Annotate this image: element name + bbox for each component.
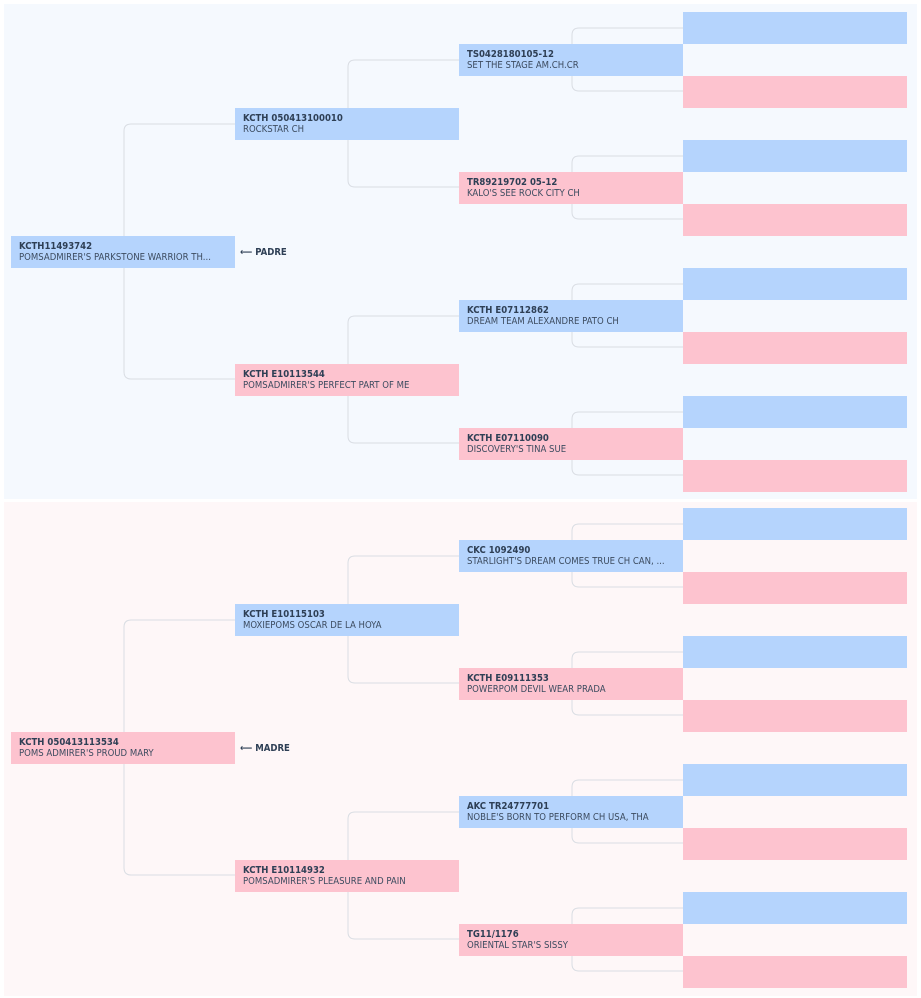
- empty-slot-female[interactable]: [683, 956, 907, 988]
- dog-name: ORIENTAL STAR'S SISSY: [467, 940, 568, 951]
- empty-slot-female[interactable]: [683, 572, 907, 604]
- registration-number: KCTH E09111353: [467, 673, 549, 684]
- dog-name: ROCKSTAR CH: [243, 124, 305, 135]
- empty-slot-male[interactable]: [683, 892, 907, 924]
- pedigree-card-sire-sire[interactable]: [235, 108, 459, 140]
- empty-slot-male[interactable]: [683, 396, 907, 428]
- registration-number: KCTH E10115103: [243, 609, 325, 620]
- pedigree-card-ddd[interactable]: [459, 924, 683, 956]
- empty-slot-male[interactable]: [683, 268, 907, 300]
- pedigree-card-sire-dam[interactable]: [235, 364, 459, 396]
- dog-name: POWERPOM DEVIL WEAR PRADA: [467, 684, 606, 695]
- dog-name: KALO'S SEE ROCK CITY CH: [467, 188, 580, 199]
- pedigree-card-sss[interactable]: [459, 44, 683, 76]
- empty-slot-female[interactable]: [683, 828, 907, 860]
- empty-slot-female[interactable]: [683, 460, 907, 492]
- dog-name: POMS ADMIRER'S PROUD MARY: [19, 748, 154, 759]
- pedigree-card-sds[interactable]: [459, 300, 683, 332]
- dog-name: SET THE STAGE AM.CH.CR: [467, 60, 579, 71]
- pedigree-card-dss[interactable]: [459, 540, 683, 572]
- registration-number: TS0428180105-12: [467, 49, 554, 60]
- pedigree-card-dds[interactable]: [459, 796, 683, 828]
- registration-number: CKC 1092490: [467, 545, 531, 556]
- registration-number: KCTH E10113544: [243, 369, 325, 380]
- registration-number: TG11/1176: [467, 929, 519, 940]
- pedigree-card-dam-dam[interactable]: [235, 860, 459, 892]
- registration-number: KCTH 050413113534: [19, 737, 119, 748]
- empty-slot-female[interactable]: [683, 332, 907, 364]
- dog-name: POMSADMIRER'S PARKSTONE WARRIOR TH...: [19, 252, 211, 263]
- pedigree-card-dam[interactable]: [11, 732, 235, 764]
- registration-number: KCTH11493742: [19, 241, 93, 252]
- empty-slot-male[interactable]: [683, 764, 907, 796]
- empty-slot-female[interactable]: [683, 204, 907, 236]
- registration-number: KCTH 050413100010: [243, 113, 343, 124]
- dog-name: MOXIEPOMS OSCAR DE LA HOYA: [243, 620, 382, 631]
- dog-name: STARLIGHT'S DREAM COMES TRUE CH CAN, ...: [467, 556, 665, 567]
- dog-name: DISCOVERY'S TINA SUE: [467, 444, 567, 455]
- empty-slot-male[interactable]: [683, 140, 907, 172]
- dog-name: DREAM TEAM ALEXANDRE PATO CH: [467, 316, 619, 327]
- dog-name: POMSADMIRER'S PERFECT PART OF ME: [243, 380, 410, 391]
- dog-name: NOBLE'S BORN TO PERFORM CH USA, THA: [467, 812, 649, 823]
- empty-slot-male[interactable]: [683, 12, 907, 44]
- pedigree-card-sire[interactable]: [11, 236, 235, 268]
- empty-slot-female[interactable]: [683, 76, 907, 108]
- dam-tag: ⟵ MADRE: [240, 743, 290, 754]
- dog-name: POMSADMIRER'S PLEASURE AND PAIN: [243, 876, 406, 887]
- pedigree-card-ssd[interactable]: [459, 172, 683, 204]
- registration-number: AKC TR24777701: [467, 801, 550, 812]
- registration-number: KCTH E07110090: [467, 433, 549, 444]
- empty-slot-female[interactable]: [683, 700, 907, 732]
- pedigree-card-sdd[interactable]: [459, 428, 683, 460]
- registration-number: KCTH E10114932: [243, 865, 325, 876]
- pedigree-card-dsd[interactable]: [459, 668, 683, 700]
- registration-number: TR89219702 05-12: [467, 177, 558, 188]
- sire-tag: ⟵ PADRE: [240, 247, 287, 258]
- pedigree-card-dam-sire[interactable]: [235, 604, 459, 636]
- empty-slot-male[interactable]: [683, 636, 907, 668]
- registration-number: KCTH E07112862: [467, 305, 549, 316]
- empty-slot-male[interactable]: [683, 508, 907, 540]
